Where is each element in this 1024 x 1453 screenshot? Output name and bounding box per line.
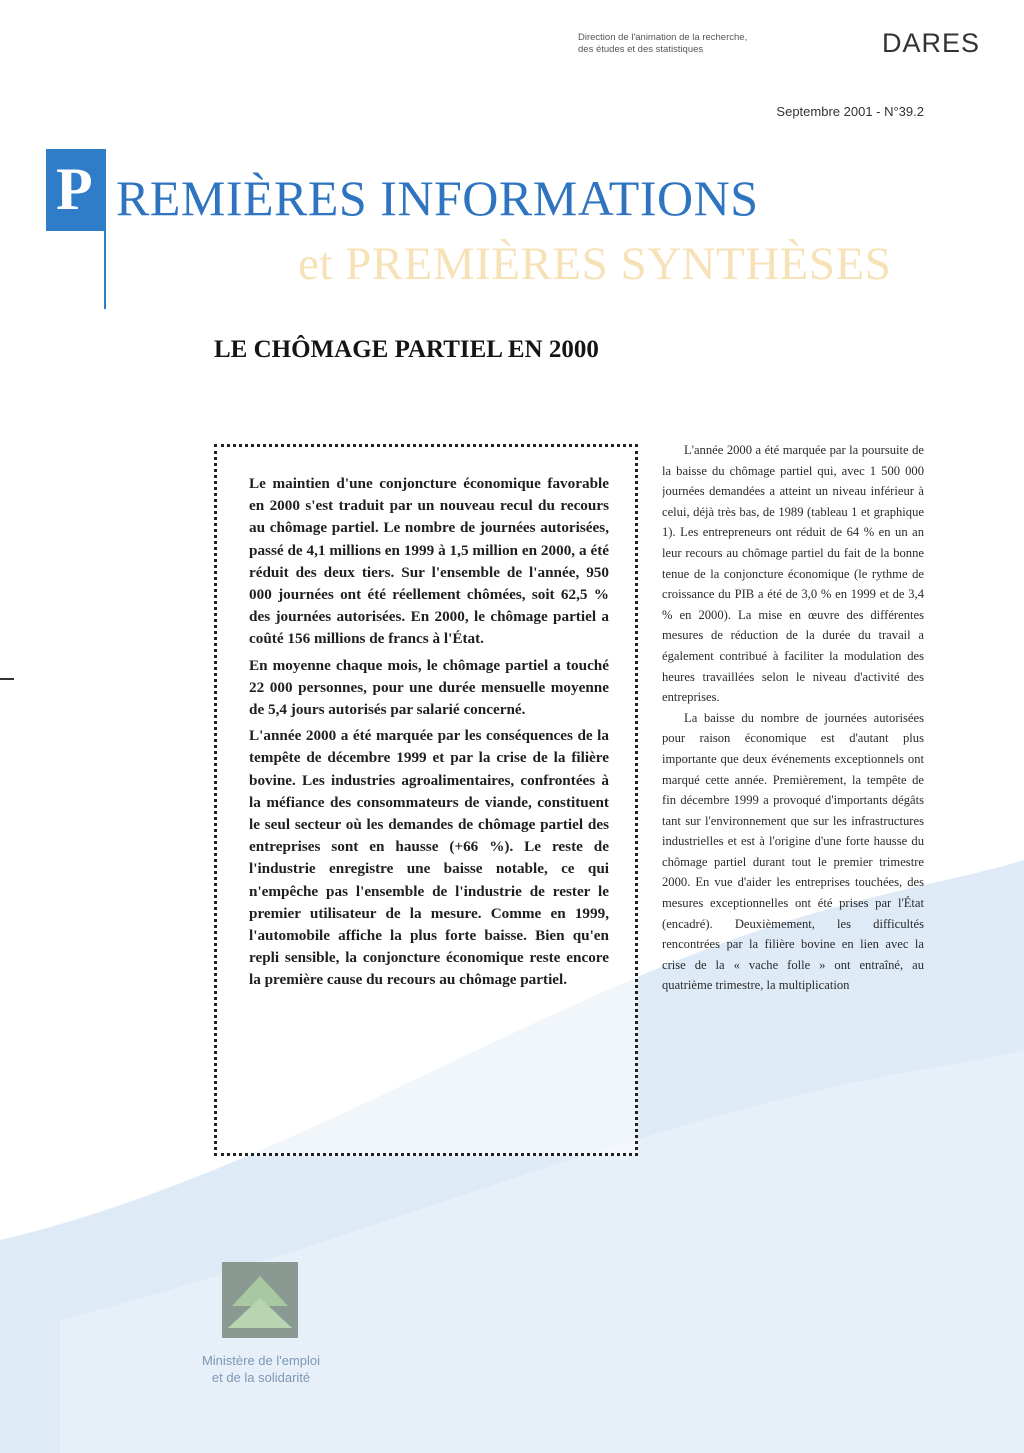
summary-paragraph: En moyenne chaque mois, le chômage partiel a touché 22 000 personnes, pour une durée mensuelle moyenne de 5,4 jours autorisés par salarié concerné. [249, 656, 609, 719]
ministry-name-line-1: Ministère de l'emploi [201, 1353, 321, 1368]
org-name [578, 32, 828, 56]
summary-paragraph: Le maintien d'une conjoncture économique favorable en 2000 s'est traduit par un nouveau recul du recours au chômage partiel. Le nombre de journées autorisées, passé de 4,1 millions en 1999 à 1,5 million en 2000, a été réduit des deux tiers. Sur l'ensemble de l'année, 950 000 journées ont été réellement chômées, soit 62,5 % des journées autorisées. En 2000, le chômage partiel a coûté 156 millions de francs à l'État. [249, 475, 609, 648]
summary-box [214, 444, 638, 1156]
ministry-logo-icon [222, 1262, 298, 1338]
body-column [662, 440, 924, 1160]
masthead-initial-block [46, 149, 104, 231]
summary-paragraph: L'année 2000 a été marquée par les conséquences de la tempête de décembre 1999 et par la crise de la filière bovine. Les industries agroalimentaires, confrontées à la méfiance des consommateurs de viande, constituent le seul secteur où les demandes de chômage partiel des entreprises sont en hausse (+66 %). Le reste de l'industrie enregistre une baisse notable, ce qui n'empêche pas l'ensemble de l'industrie de rester le premier utilisateur de la mesure. Comme en 1999, l'automobile affiche la plus forte baisse. Bien qu'en repli sensible, la conjoncture économique reste encore la première cause du recours au chômage partiel. [249, 727, 609, 989]
masthead-rule [104, 149, 106, 309]
masthead-subtitle: et PREMIÈRES SYNTHÈSES [298, 238, 892, 290]
masthead-title: REMIÈRES INFORMATIONS [116, 170, 759, 226]
summary-text [249, 473, 609, 996]
ministry-name-line-2: et de la solidarité [211, 1370, 311, 1385]
org-name-line-1: Direction de l'animation de la recherche, [578, 32, 748, 43]
brand-logo-text: DARES [882, 28, 981, 58]
margin-mark [0, 678, 14, 680]
ministry-name [176, 1352, 346, 1386]
article-title: LE CHÔMAGE PARTIEL EN 2000 [214, 336, 599, 363]
body-paragraph: L'année 2000 a été marquée par la poursuite de la baisse du chômage partiel qui, avec 1 500 000 journées demandées a atteint un niveau inférieur à celui, déjà très bas, de 1989 (tableau 1 et graphique 1). Les entrepreneurs ont réduit de 64 % en un an leur recours au chômage partiel du fait de la bonne tenue de la conjoncture économique (le rythme de croissance du PIB a été de 3,0 % en 1999 et de 3,4 % en 2000). La mise en œuvre des différentes mesures de réduction de la durée du travail a également contribué à faciliter la modulation des heures travaillées selon le niveau d'activité des entreprises. [662, 443, 924, 705]
org-name-line-2: des études et des statistiques [578, 44, 704, 55]
issue-number: Septembre 2001 - N°39.2 [776, 104, 924, 119]
masthead-initial: P [56, 156, 93, 222]
body-paragraph: La baisse du nombre de journées autorisées pour raison économique est d'autant plus importante que deux événements exceptionnels ont marqué cette année. Premièrement, la tempête de fin décembre 1999 a provoqué d'importants dégâts tant sur l'environnement que sur les infrastructures industrielles et est à l'origine d'une forte hausse du chômage partiel durant tout le premier trimestre 2000. En vue d'aider les entreprises touchées, des mesures exceptionnelles ont été prises par l'État (encadré). Deuxièmement, les difficultés rencontrées par la filière bovine en lien avec la crise de la « vache folle » ont entraîné, au quatrième trimestre, la multiplication [662, 710, 924, 993]
